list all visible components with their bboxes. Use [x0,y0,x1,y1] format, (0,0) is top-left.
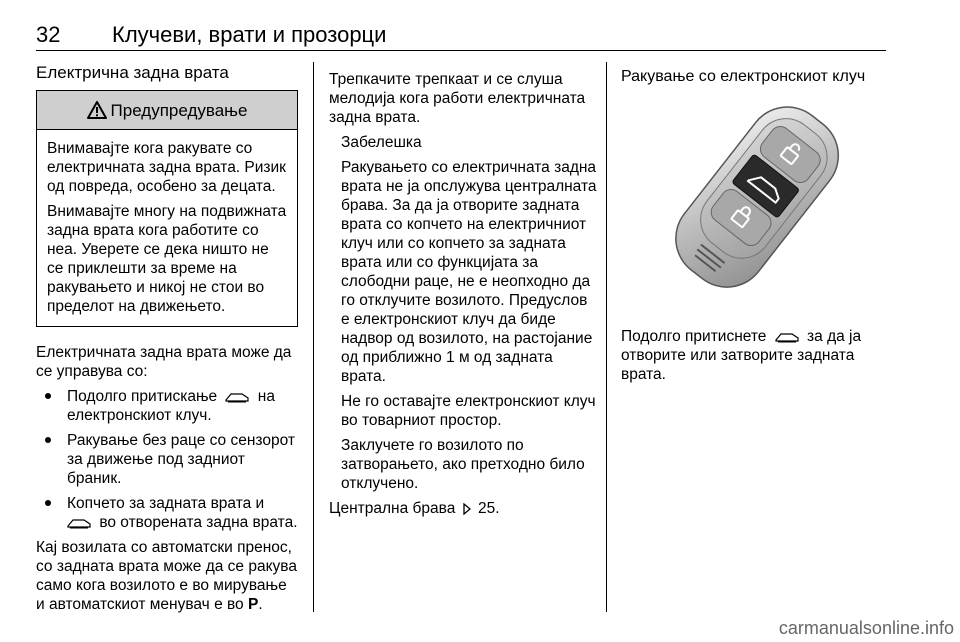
column-divider-2 [606,62,607,612]
key-caption: Подолго притиснете за да ја отворите или затворите задната врата. [621,328,862,383]
tailgate-icon [225,391,249,403]
list-item: Копчето за задната врата и во отворената задна врата. [36,494,298,532]
gear-position-p: P [248,596,259,613]
header-rule [36,50,886,51]
warning-paragraph-1: Внимавајте кога ракувате со електричната задна врата. Ризик од повреда, особено за децата. [47,140,286,195]
page-title: Клучеви, врати и прозорци [112,22,387,47]
automatic-transmission-paragraph: Кај возилата со автоматски пренос, со задната врата може да се ракува само кога возилото е во мирување и автоматскиот менувач е во P. [36,539,297,613]
note-paragraph-1: Ракувањето со електричната задна врата не ја опслужува централната брава. За да ја отворите задната врата со копчето на електричниот клуч или со копчето за задната врата или со функцијата за слободни раце, не е неопходно да го отклучите возилото. Предуслов е електронскиот клуч да биде надвор од возилото, на растојание од приближно 1 м од задната врата. [341,159,597,385]
warning-triangle-icon [87,101,107,119]
note-paragraph-2: Не го оставајте електронскиот клуч во товарниот простор. [341,393,596,429]
intro-paragraph: Електричната задна врата може да се управува со: [36,344,292,380]
tailgate-icon [775,331,799,343]
page-number: 32 [36,22,61,47]
tailgate-icon [67,517,91,529]
section-title: Ракување со електронскиот клуч [621,68,866,85]
note-paragraph-3: Заклучете го возилото по затворањето, ако претходно било отклучено. [341,437,585,492]
flash-paragraph: Трепкачите трепкаат и се слуша мелодија кога работи електричната задна врата. [329,71,586,126]
list-item: Ракување без раце со сензорот за движење под задниот браник. [36,431,298,488]
column-3 [621,66,885,390]
warning-paragraph-2: Внимавајте многу на подвижната задна врата кога работите со неа. Уверете се дека ништо не се приклешти за време на ракувањето и никој не стои во пределот на движењето. [47,203,287,315]
list-item: Подолго притискање на електронскиот клуч. [36,387,298,425]
note-title: Забелешка [341,134,422,151]
warning-body [37,130,297,326]
electronic-key-illustration [659,106,849,296]
warning-header [37,91,297,130]
reference-arrow-icon [462,503,472,515]
watermark: carmanualsonline.info [778,618,954,638]
column-divider-1 [313,62,314,612]
control-methods-list [36,387,298,532]
page-header [36,22,886,50]
column-2 [329,70,597,524]
warning-heading: Предупредување [110,100,248,120]
column-1 [36,62,298,620]
warning-box [36,90,298,327]
section-title: Електрична задна врата [36,63,229,82]
note-block [341,133,597,493]
cross-reference[interactable]: Централна брава 25. [329,500,500,517]
